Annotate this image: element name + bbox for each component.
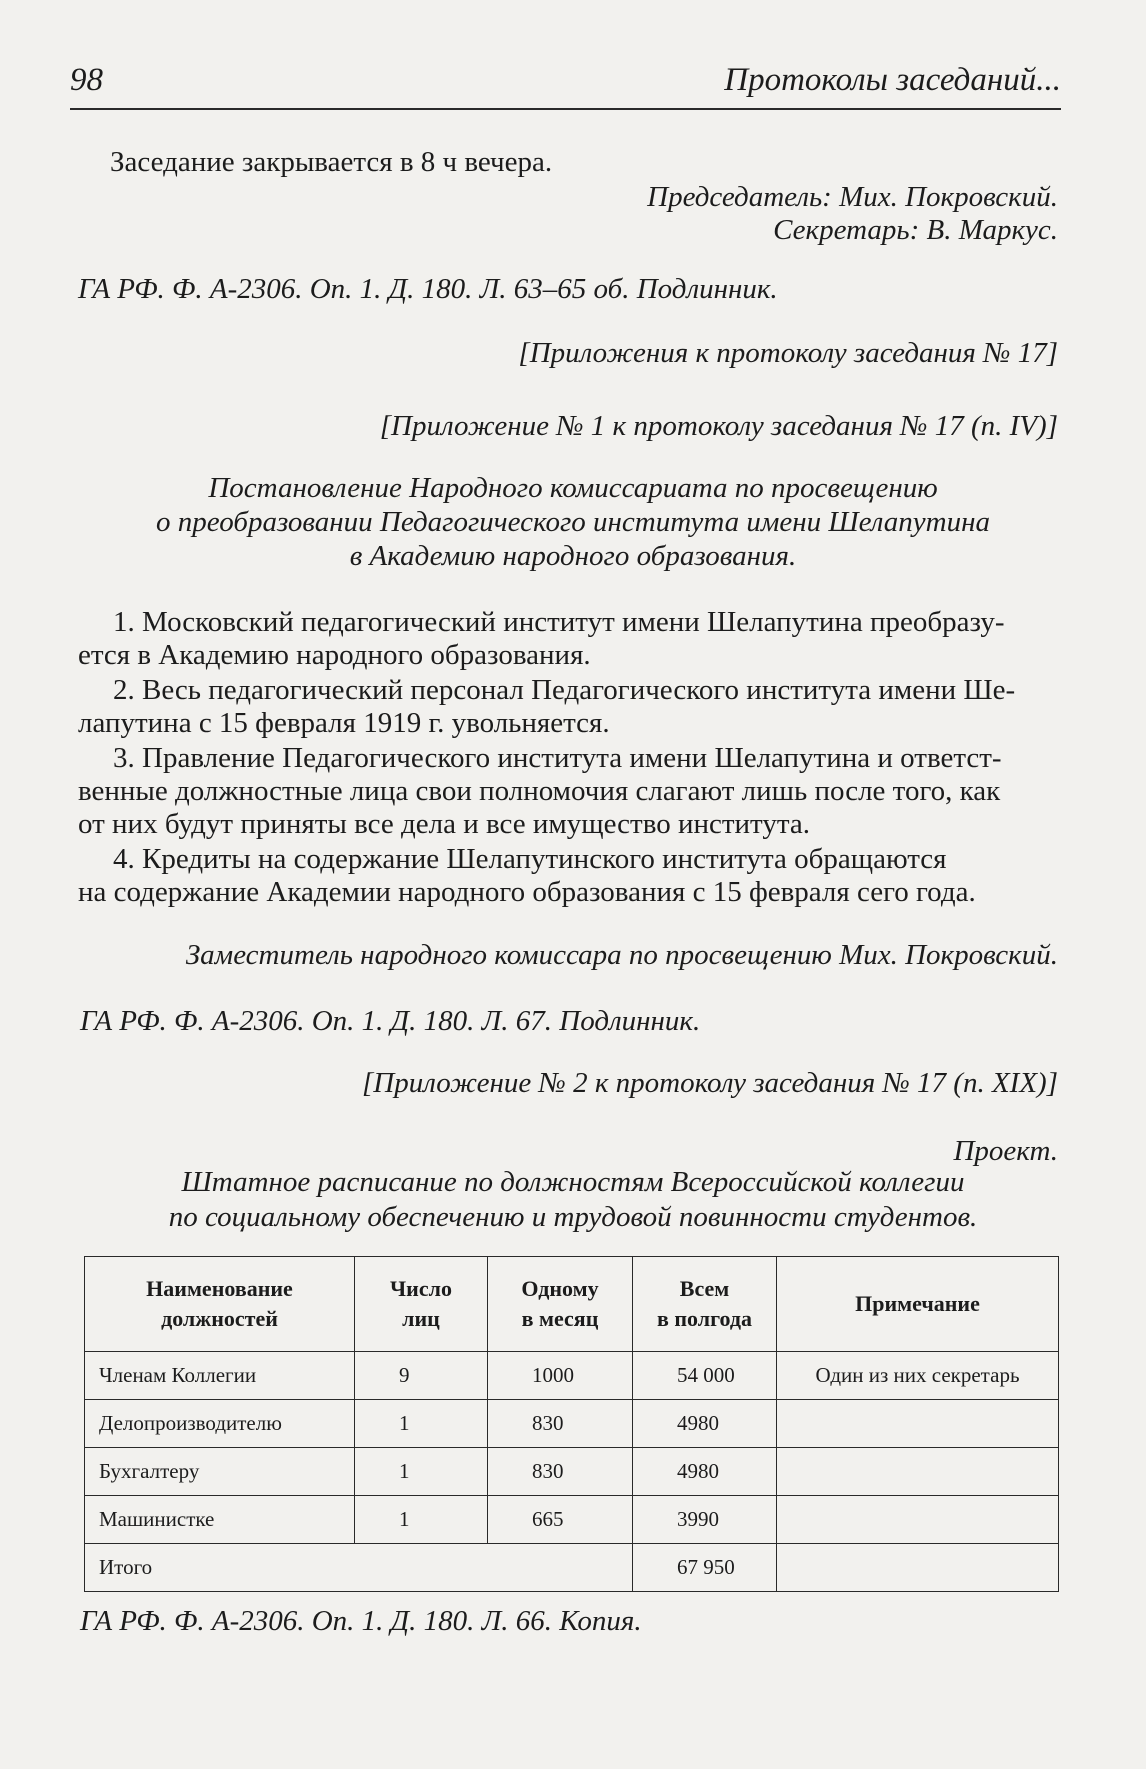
staffing-table bbox=[84, 1256, 1059, 1592]
closing-text: Заседание закрывается в 8 ч вечера. bbox=[110, 146, 553, 178]
page-number: 98 bbox=[70, 62, 103, 98]
total-halfyear-cell: 67 950 bbox=[633, 1544, 777, 1592]
archive-source: ГА РФ. Ф. А-2306. Оп. 1. Д. 180. Л. 63–65 об. Подлинник. bbox=[78, 273, 778, 305]
chairman-signature: Председатель: Мих. Покровский. bbox=[647, 181, 1058, 213]
total-label-cell: Итого bbox=[85, 1544, 633, 1592]
document-title: о преобразовании Педагогического института имени Шелапутина bbox=[156, 506, 990, 538]
position-cell: Делопроизводителю bbox=[85, 1400, 355, 1448]
appendix-label: [Приложение № 2 к протоколу заседания № 17 (п. XIX)] bbox=[362, 1067, 1058, 1099]
note-cell bbox=[777, 1400, 1059, 1448]
secretary-signature: Секретарь: В. Маркус. bbox=[773, 214, 1058, 246]
halfyear-cell: 4980 bbox=[633, 1400, 777, 1448]
total-note-cell bbox=[777, 1544, 1059, 1592]
paragraph-line: на содержание Академии народного образования с 15 февраля сего года. bbox=[78, 876, 976, 908]
draft-mark: Проект. bbox=[953, 1135, 1058, 1167]
position-cell: Бухгалтеру bbox=[85, 1448, 355, 1496]
column-header-position: Наименование должностей bbox=[85, 1257, 355, 1352]
note-cell bbox=[777, 1448, 1059, 1496]
table-title: по социальному обеспечению и трудовой повинности студентов. bbox=[168, 1201, 978, 1233]
paragraph-line: 1. Московский педагогический институт имени Шелапутина преобразу- bbox=[113, 606, 1005, 638]
table-row bbox=[85, 1400, 1059, 1448]
archive-source: ГА РФ. Ф. А-2306. Оп. 1. Д. 180. Л. 67. Подлинник. bbox=[80, 1005, 701, 1037]
table-row bbox=[85, 1496, 1059, 1544]
paragraph-line: ется в Академию народного образования. bbox=[78, 639, 591, 671]
paragraph-line: от них будут приняты все дела и все имущество института. bbox=[78, 808, 810, 840]
deputy-signature: Заместитель народного комиссара по просвещению Мих. Покровский. bbox=[185, 939, 1058, 971]
page-header bbox=[70, 58, 1061, 110]
count-cell: 1 bbox=[355, 1448, 488, 1496]
paragraph-line: лапутина с 15 февраля 1919 г. увольняется. bbox=[78, 707, 610, 739]
column-header-note: Примечание bbox=[777, 1257, 1059, 1352]
halfyear-cell: 4980 bbox=[633, 1448, 777, 1496]
paragraph-line: 2. Весь педагогический персонал Педагогического института имени Ше- bbox=[113, 674, 1016, 706]
halfyear-cell: 3990 bbox=[633, 1496, 777, 1544]
appendices-heading: [Приложения к протоколу заседания № 17] bbox=[518, 337, 1058, 369]
position-cell: Членам Коллегии bbox=[85, 1352, 355, 1400]
paragraph-line: венные должностные лица свои полномочия слагают лишь после того, как bbox=[78, 775, 1001, 807]
table-total-row bbox=[85, 1544, 1059, 1592]
note-cell: Один из них секретарь bbox=[777, 1352, 1059, 1400]
table-row bbox=[85, 1448, 1059, 1496]
document-title: Постановление Народного комиссариата по просвещению bbox=[208, 472, 938, 504]
count-cell: 9 bbox=[355, 1352, 488, 1400]
column-header-monthly: Одному в месяц bbox=[488, 1257, 633, 1352]
running-title: Протоколы заседаний... bbox=[724, 62, 1061, 98]
archive-source: ГА РФ. Ф. А-2306. Оп. 1. Д. 180. Л. 66. Копия. bbox=[80, 1605, 642, 1637]
appendix-label: [Приложение № 1 к протоколу заседания № 17 (п. IV)] bbox=[379, 410, 1058, 442]
table-title: Штатное расписание по должностям Всероссийской коллегии bbox=[181, 1166, 965, 1198]
monthly-cell: 665 bbox=[488, 1496, 633, 1544]
column-header-count: Число лиц bbox=[355, 1257, 488, 1352]
count-cell: 1 bbox=[355, 1496, 488, 1544]
halfyear-cell: 54 000 bbox=[633, 1352, 777, 1400]
column-header-halfyear: Всем в полгода bbox=[633, 1257, 777, 1352]
note-cell bbox=[777, 1496, 1059, 1544]
monthly-cell: 1000 bbox=[488, 1352, 633, 1400]
paragraph-line: 4. Кредиты на содержание Шелапутинского института обращаются bbox=[113, 843, 947, 875]
monthly-cell: 830 bbox=[488, 1400, 633, 1448]
table-header-row bbox=[85, 1257, 1059, 1352]
table-row bbox=[85, 1352, 1059, 1400]
position-cell: Машинистке bbox=[85, 1496, 355, 1544]
monthly-cell: 830 bbox=[488, 1448, 633, 1496]
count-cell: 1 bbox=[355, 1400, 488, 1448]
document-title: в Академию народного образования. bbox=[349, 540, 797, 572]
paragraph-line: 3. Правление Педагогического института имени Шелапутина и ответст- bbox=[113, 742, 1002, 774]
